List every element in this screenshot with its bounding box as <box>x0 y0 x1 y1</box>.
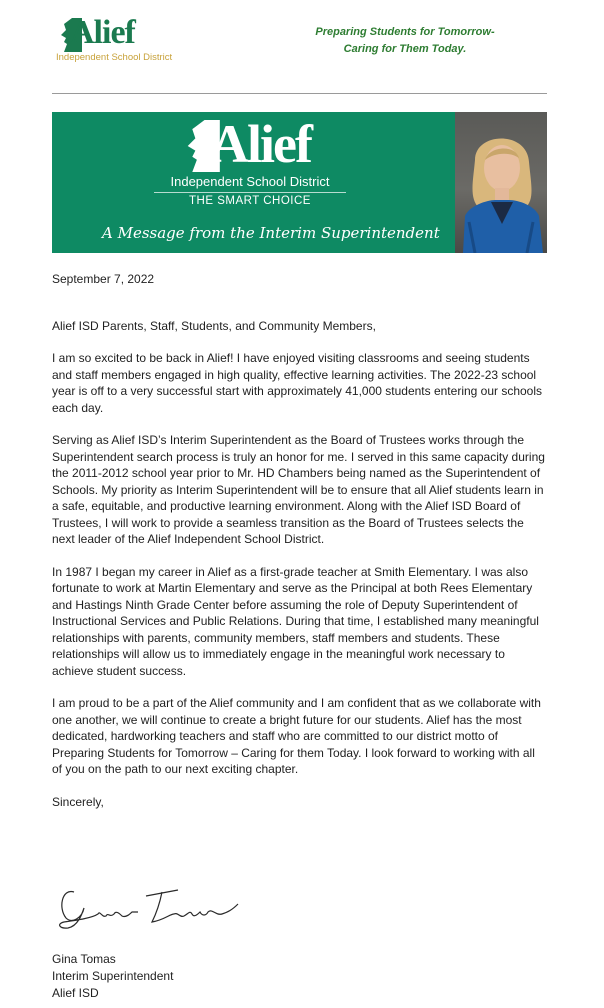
letter-date: September 7, 2022 <box>52 272 155 286</box>
portrait-image <box>455 112 547 253</box>
superintendent-portrait <box>455 112 547 253</box>
signer-name: Gina Tomas <box>52 952 116 966</box>
signer-title: Interim Superintendent <box>52 969 174 983</box>
signature-block <box>52 951 173 1002</box>
letter-closing: Sincerely, <box>52 794 104 809</box>
letter-header <box>0 0 604 80</box>
district-tagline <box>270 24 540 58</box>
handwritten-signature <box>52 874 252 934</box>
logo-subtitle: Independent School District <box>56 52 173 63</box>
banner-slogan: THE SMART CHOICE <box>189 195 311 207</box>
superintendent-banner <box>52 112 547 253</box>
logo-wordmark: Alief <box>70 14 135 51</box>
tagline-line-1: Preparing Students for Tomorrow- <box>315 26 495 38</box>
paragraph: I am so excited to be back in Alief! I have enjoyed visiting classrooms and seeing students and staff members engaged in high quality, effective learning activities. The 2022-23 school year is off to a very successful start with approximately 41,000 students entering our schools each day. <box>52 351 543 415</box>
header-divider <box>52 93 547 94</box>
alief-logo <box>56 14 176 66</box>
paragraph: In 1987 I began my career in Alief as a first-grade teacher at Smith Elementary. I was also fortunate to work at Martin Elementary and serve as the Principal at both Rees Elementary and Hastings Ninth Grade Center before assuming the role of Deputy Superintendent of Instructional Services and Public Relations. During that time, I established many meaningful relationships with parents, community members, staff members and students. These relationships will allow us to immediately engage in the meaningful work necessary to achieve student success. <box>52 564 539 678</box>
paragraph: Serving as Alief ISD’s Interim Superintendent as the Board of Trustees works through the Superintendent search process is truly an honor for me. I served in this same capacity during the 2011-2012 school year prior to Mr. HD Chambers being named as the Superintendent of Schools. My priority as Interim Superintendent will be to ensure that all Alief students learn in a safe, equitable, and productive learning environment. Along with the Alief ISD Board of Trustees, I will work to provide a seamless transition as the Board of Trustees selects the next leader of the Alief Independent School District. <box>52 433 545 546</box>
paragraph: I am proud to be a part of the Alief community and I am confident that as we collaborate with one another, we will continue to create a bright future for our students. Alief has the most dedicated, hardworking teachers and staff who are committed to our district motto of Preparing Students for Tomorrow – Caring for them Today. I look forward to working with all of you on the path to our next exciting chapter. <box>52 696 541 776</box>
banner-message: A Message from the Interim Superintendent <box>102 224 440 242</box>
banner-divider <box>154 192 346 193</box>
signer-organization: Alief ISD <box>52 986 99 1000</box>
tagline-line-2: Caring for Them Today. <box>343 43 467 55</box>
banner-logo <box>182 114 322 174</box>
letter-greeting: Alief ISD Parents, Staff, Students, and Community Members, <box>52 318 376 333</box>
banner-district-name: Independent School District <box>170 174 330 189</box>
banner-wordmark: Alief <box>210 114 311 174</box>
letter-body <box>52 271 547 810</box>
